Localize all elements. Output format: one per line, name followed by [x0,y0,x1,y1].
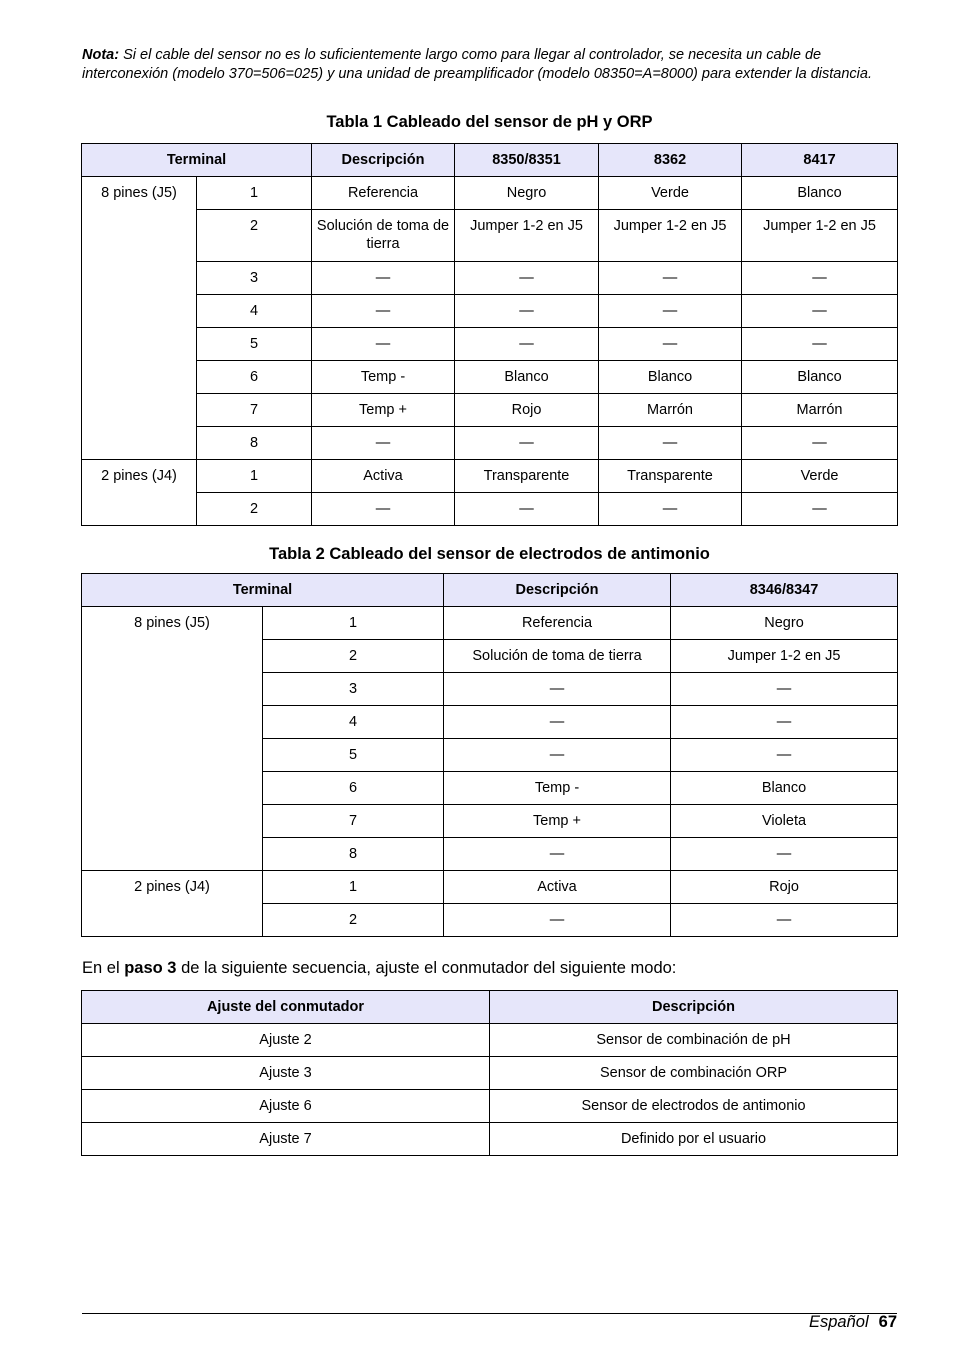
terminal-cell: 2 pines (J4) [82,460,197,526]
value-cell: — [599,262,742,295]
column-header: 8350/8351 [455,144,599,177]
description-cell: Sensor de combinación de pH [490,1024,898,1057]
value-cell: — [455,493,599,526]
page-footer [809,1312,897,1332]
column-header: 8417 [742,144,898,177]
value-cell: — [455,262,599,295]
pin-cell: 8 [197,427,312,460]
value-cell: Verde [742,460,898,493]
pin-cell: 6 [263,772,444,805]
header-row [82,144,898,177]
table3-switch-settings [81,990,898,1156]
setting-cell: Ajuste 3 [82,1057,490,1090]
value-cell: Negro [671,607,898,640]
pin-cell: 1 [197,460,312,493]
value-cell: — [444,739,671,772]
value-cell: — [742,295,898,328]
switch-intro-paragraph [82,958,676,978]
value-cell: Jumper 1-2 en J5 [742,210,898,262]
pin-cell: 3 [197,262,312,295]
table-row [82,361,898,394]
note-paragraph [82,46,900,83]
value-cell: — [455,328,599,361]
column-header: Descripción [444,574,671,607]
value-cell: Negro [455,177,599,210]
value-cell: Verde [599,177,742,210]
value-cell: — [742,427,898,460]
value-cell: Referencia [312,177,455,210]
value-cell: Transparente [599,460,742,493]
setting-cell: Ajuste 7 [82,1123,490,1156]
value-cell: Activa [312,460,455,493]
table-row [82,871,898,904]
pin-cell: 5 [263,739,444,772]
table2-caption: Tabla 2 Cableado del sensor de electrodos de antimonio [269,545,710,563]
value-cell: Marrón [599,394,742,427]
table-row [82,295,898,328]
value-cell: — [671,673,898,706]
pin-cell: 4 [263,706,444,739]
value-cell: Blanco [455,361,599,394]
setting-cell: Ajuste 6 [82,1090,490,1123]
value-cell: — [742,262,898,295]
value-cell: — [671,838,898,871]
value-cell: Violeta [671,805,898,838]
note-label: Nota: [82,47,120,63]
table1-caption: Tabla 1 Cableado del sensor de pH y ORP [326,113,653,131]
table2-antimony-wiring [81,573,898,937]
value-cell: — [455,427,599,460]
footer-language: Español [809,1313,869,1331]
column-header: 8346/8347 [671,574,898,607]
terminal-cell: 8 pines (J5) [82,607,263,871]
table1-ph-orp-wiring [81,143,898,526]
value-cell: Jumper 1-2 en J5 [455,210,599,262]
value-cell: Transparente [455,460,599,493]
table-row [82,328,898,361]
column-header: Terminal [82,144,312,177]
table-row [82,394,898,427]
table-row [82,1123,898,1156]
setting-cell: Ajuste 2 [82,1024,490,1057]
table-row [82,460,898,493]
value-cell: Temp + [444,805,671,838]
table-row [82,177,898,210]
column-header: Descripción [312,144,455,177]
intro-after: de la siguiente secuencia, ajuste el conmutador del siguiente modo: [176,959,677,977]
value-cell: Temp - [312,361,455,394]
value-cell: — [312,427,455,460]
value-cell: Rojo [671,871,898,904]
pin-cell: 3 [263,673,444,706]
value-cell: — [312,262,455,295]
value-cell: — [444,904,671,937]
value-cell: — [444,706,671,739]
value-cell: Referencia [444,607,671,640]
pin-cell: 1 [263,607,444,640]
table-row [82,607,898,640]
value-cell: Solución de toma de tierra [444,640,671,673]
pin-cell: 4 [197,295,312,328]
value-cell: — [599,295,742,328]
terminal-cell: 2 pines (J4) [82,871,263,937]
pin-cell: 1 [263,871,444,904]
description-cell: Sensor de electrodos de antimonio [490,1090,898,1123]
value-cell: — [671,904,898,937]
table-row [82,493,898,526]
description-cell: Sensor de combinación ORP [490,1057,898,1090]
value-cell: — [742,493,898,526]
pin-cell: 2 [263,640,444,673]
value-cell: — [312,295,455,328]
value-cell: — [599,493,742,526]
pin-cell: 7 [197,394,312,427]
value-cell: — [444,838,671,871]
pin-cell: 6 [197,361,312,394]
value-cell: — [671,739,898,772]
table-row [82,210,898,262]
value-cell: Jumper 1-2 en J5 [671,640,898,673]
value-cell: — [599,427,742,460]
page-number: 67 [878,1313,897,1331]
pin-cell: 7 [263,805,444,838]
column-header: Terminal [82,574,444,607]
terminal-cell: 8 pines (J5) [82,177,197,460]
note-text: Si el cable del sensor no es lo suficientemente largo como para llegar al controlador, se necesita un cable de interconexión (modelo 370=506=025) y una unidad de preamplificador (modelo 08350=A=8000) para extender la distancia. [82,47,872,82]
value-cell: — [312,328,455,361]
table-row [82,427,898,460]
pin-cell: 2 [197,493,312,526]
column-header: 8362 [599,144,742,177]
table-row [82,1024,898,1057]
pin-cell: 2 [197,210,312,262]
footer-divider [82,1313,897,1314]
value-cell: Temp + [312,394,455,427]
column-header: Ajuste del conmutador [82,991,490,1024]
value-cell: Activa [444,871,671,904]
pin-cell: 8 [263,838,444,871]
value-cell: Blanco [671,772,898,805]
intro-step-ref: paso 3 [124,959,177,977]
table-row [82,1057,898,1090]
value-cell: — [742,328,898,361]
value-cell: Temp - [444,772,671,805]
column-header: Descripción [490,991,898,1024]
value-cell: — [455,295,599,328]
value-cell: Solución de toma de tierra [312,210,455,262]
value-cell: — [444,673,671,706]
value-cell: — [599,328,742,361]
intro-before: En el [82,959,125,977]
value-cell: Blanco [599,361,742,394]
header-row [82,574,898,607]
value-cell: Jumper 1-2 en J5 [599,210,742,262]
description-cell: Definido por el usuario [490,1123,898,1156]
value-cell: Blanco [742,177,898,210]
pin-cell: 2 [263,904,444,937]
pin-cell: 1 [197,177,312,210]
value-cell: Rojo [455,394,599,427]
value-cell: Blanco [742,361,898,394]
value-cell: — [671,706,898,739]
table-row [82,1090,898,1123]
pin-cell: 5 [197,328,312,361]
table-row [82,262,898,295]
header-row [82,991,898,1024]
value-cell: Marrón [742,394,898,427]
value-cell: — [312,493,455,526]
